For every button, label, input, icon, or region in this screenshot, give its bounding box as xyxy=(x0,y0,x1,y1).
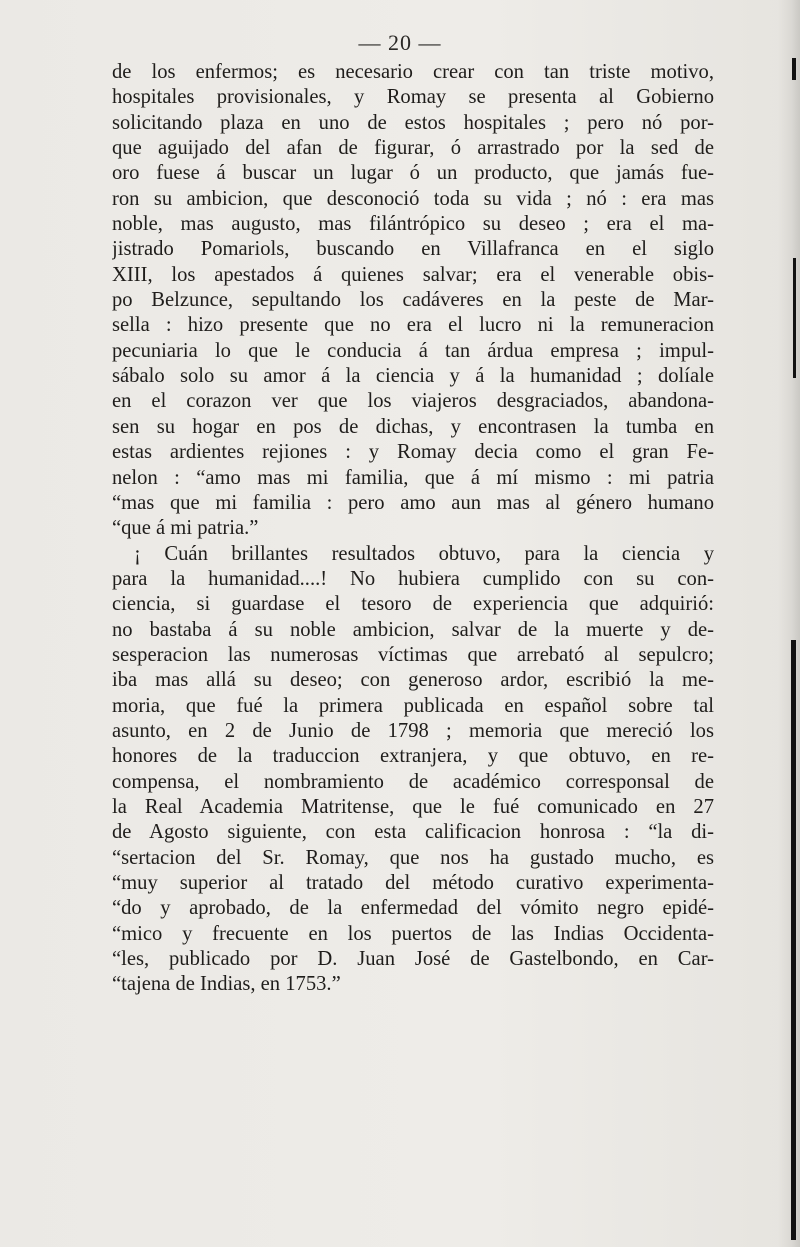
text-line: “mico y frecuente en los puertos de las Indias Occidenta- xyxy=(112,922,714,945)
page-edge-mark xyxy=(792,58,796,80)
text-line: asunto, en 2 de Junio de 1798 ; memoria que mereció los xyxy=(112,719,714,742)
text-line: ron su ambicion, que desconoció toda su vida ; nó : era mas xyxy=(112,187,714,210)
text-line: de los enfermos; es necesario crear con tan triste motivo, xyxy=(112,61,714,83)
text-line: “que á mi patria.” xyxy=(112,517,259,540)
text-line: la Real Academia Matritense, que le fué comunicado en 27 xyxy=(112,795,714,818)
text-line: “tajena de Indias, en 1753.” xyxy=(112,973,341,996)
page-edge-mark xyxy=(793,258,796,378)
text-line: jistrado Pomariols, buscando en Villafranca en el siglo xyxy=(112,238,714,261)
text-line: hospitales provisionales, y Romay se presenta al Gobierno xyxy=(112,86,714,109)
text-line: honores de la traduccion extranjera, y que obtuvo, en re- xyxy=(112,745,714,768)
text-line: ¡ Cuán brillantes resultados obtuvo, para la ciencia y xyxy=(134,542,714,565)
text-line: “do y aprobado, de la enfermedad del vómito negro epidé- xyxy=(112,897,714,920)
text-line: “mas que mi familia : pero amo aun mas al género humano xyxy=(112,491,714,514)
text-line: po Belzunce, sepultando los cadáveres en la peste de Mar- xyxy=(112,289,714,312)
text-line: “les, publicado por D. Juan José de Gastelbondo, en Car- xyxy=(112,948,714,971)
text-line: “sertacion del Sr. Romay, que nos ha gustado mucho, es xyxy=(112,846,714,869)
body-text xyxy=(112,60,714,998)
text-line: nelon : “amo mas mi familia, que á mí mismo : mi patria xyxy=(112,466,714,489)
text-line: sella : hizo presente que no era el lucro ni la remuneracion xyxy=(112,314,714,337)
text-line: sen su hogar en pos de dichas, y encontrasen la tumba en xyxy=(112,415,714,438)
text-line: moria, que fué la primera publicada en español sobre tal xyxy=(112,694,714,717)
page-edge-mark xyxy=(791,640,796,1240)
text-line: que aguijado del afan de figurar, ó arrastrado por la sed de xyxy=(112,137,714,160)
text-line: iba mas allá su deseo; con generoso ardor, escribió la me- xyxy=(112,669,714,692)
text-line: oro fuese á buscar un lugar ó un producto, que jamás fue- xyxy=(112,162,714,185)
text-line: sesperacion las numerosas víctimas que arrebató al sepulcro; xyxy=(112,643,714,666)
text-line: ciencia, si guardase el tesoro de experiencia que adquirió: xyxy=(112,593,714,616)
text-line: compensa, el nombramiento de académico corresponsal de xyxy=(112,770,714,793)
text-line: XIII, los apestados á quienes salvar; era el venerable obis- xyxy=(112,263,714,286)
text-line: para la humanidad....! No hubiera cumplido con su con- xyxy=(112,567,714,590)
text-line: en el corazon ver que los viajeros desgraciados, abandona- xyxy=(112,390,714,413)
text-line: no bastaba á su noble ambicion, salvar de la muerte y de- xyxy=(112,618,714,641)
page-number: — 20 — xyxy=(358,30,442,55)
text-line: pecuniaria lo que le conducia á tan árdua empresa ; impul- xyxy=(112,339,714,362)
text-line: de Agosto siguiente, con esta calificacion honrosa : “la di- xyxy=(112,821,714,844)
text-line: noble, mas augusto, mas filántrópico su deseo ; era el ma- xyxy=(112,213,714,236)
page-edge-shadow xyxy=(778,0,800,1247)
text-line: solicitando plaza en uno de estos hospitales ; pero nó por- xyxy=(112,111,714,134)
text-line: estas ardientes rejiones : y Romay decia como el gran Fe- xyxy=(112,441,714,464)
text-line: “muy superior al tratado del método curativo experimenta- xyxy=(112,872,714,894)
text-line: sábalo solo su amor á la ciencia y á la humanidad ; dolíale xyxy=(112,365,714,388)
